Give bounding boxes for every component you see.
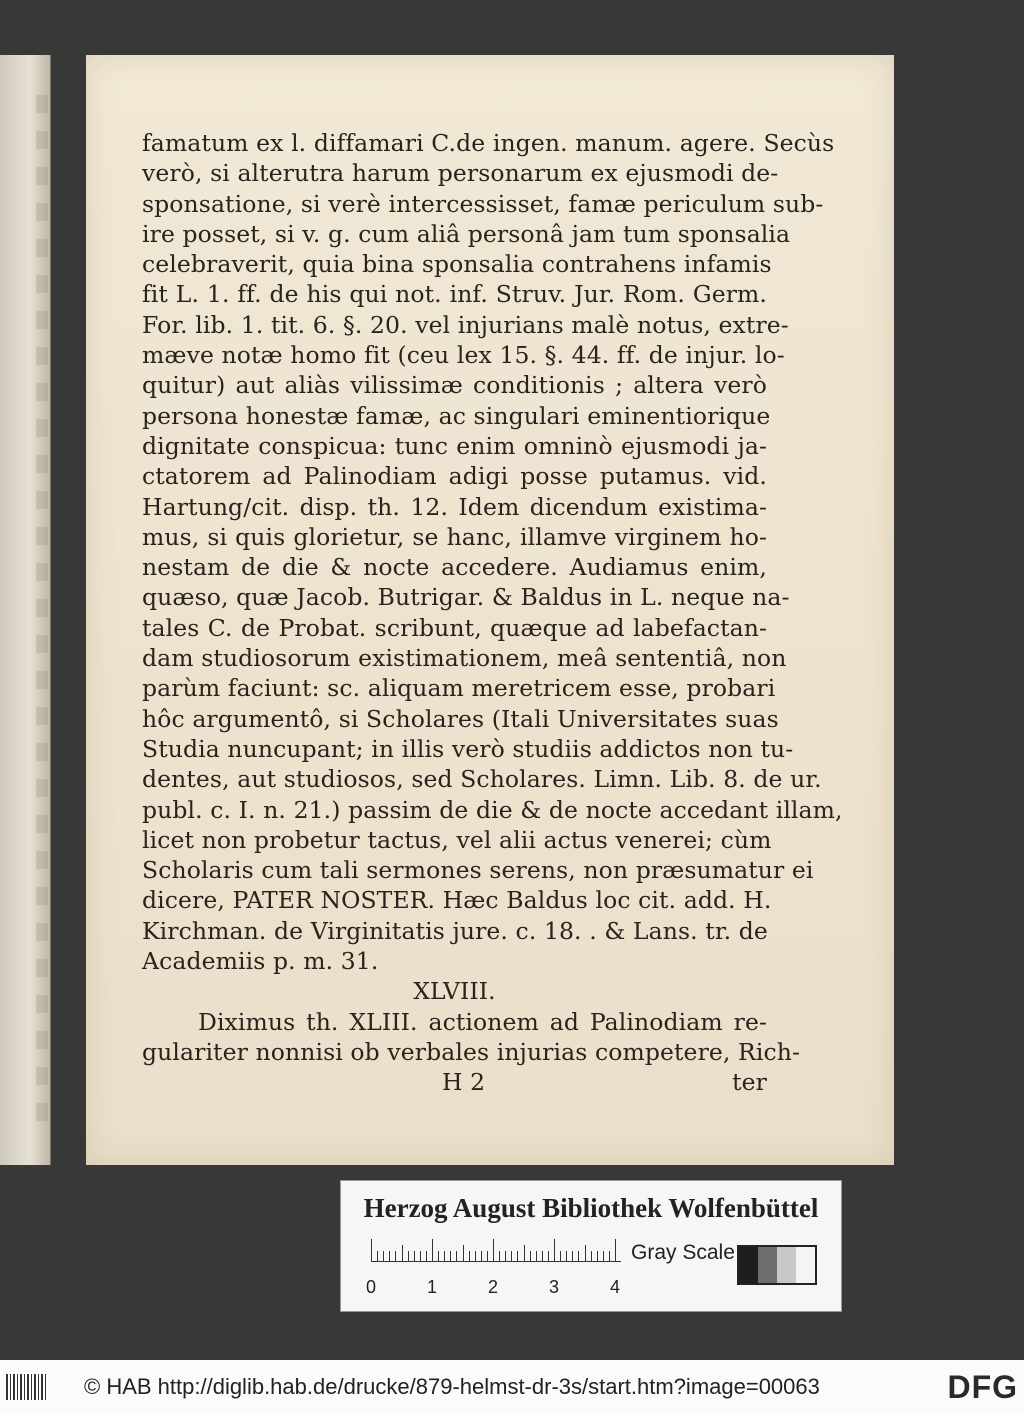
text-line: nestam de die & nocte accedere. Audiamus enim, — [142, 553, 767, 582]
source-url[interactable]: © HAB http://diglib.hab.de/drucke/879-helmst-dr-3s/start.htm?image=00063 — [84, 1374, 820, 1399]
dfg-logo: DFG — [947, 1369, 1018, 1405]
text-line: hôc argumentô, si Scholares (Itali Universitates suas — [142, 704, 779, 733]
gray-scale-label: Gray Scale — [631, 1241, 735, 1264]
catchword: ter — [732, 1068, 767, 1097]
text-line: Diximus th. XLIII. actionem ad Palinodiam re- — [198, 1007, 767, 1036]
text-line: persona honestæ famæ, ac singulari eminentiorique — [142, 401, 771, 430]
ruler-number: 3 — [549, 1277, 560, 1297]
gray-swatch — [777, 1247, 796, 1283]
text-line: publ. c. I. n. 21.) passim de die & de nocte accedant illam, — [142, 795, 843, 824]
text-line: gulariter nonnisi ob verbales injurias competere, Rich- — [142, 1037, 800, 1066]
gray-scale-swatches — [737, 1245, 817, 1285]
gray-swatch — [739, 1247, 758, 1283]
text-line: mus, si quis glorietur, se hanc, illamve virginem ho- — [142, 522, 767, 551]
text-line: ire posset, si v. g. cum aliâ personâ jam tum sponsalia — [142, 219, 791, 248]
text-line: quæso, quæ Jacob. Butrigar. & Baldus in L. neque na- — [142, 583, 790, 612]
ruler-number: 1 — [427, 1277, 438, 1297]
card-title: Herzog August Bibliothek Wolfenbüttel — [363, 1193, 819, 1223]
gray-swatch — [758, 1247, 777, 1283]
text-line: ctatorem ad Palinodiam adigi posse putamus. vid. — [142, 462, 767, 491]
text-line: sponsatione, si verè intercessisset, famæ periculum sub- — [142, 189, 824, 218]
text-line: dentes, aut studiosos, sed Scholares. Limn. Lib. 8. de ur. — [142, 765, 822, 794]
text-line: For. lib. 1. tit. 6. §. 20. vel injurians malè notus, extre- — [142, 310, 789, 339]
text-line: parùm faciunt: sc. aliquam meretricem esse, probari — [142, 674, 776, 703]
viewer-footer — [0, 1360, 1024, 1414]
section-heading: XLVIII. — [413, 977, 496, 1006]
text-line: Hartung/cit. disp. th. 12. Idem dicendum existima- — [142, 492, 767, 521]
text-line: Kirchman. de Virginitatis jure. c. 18. . & Lans. tr. de — [142, 916, 768, 945]
text-line: dignitate conspicua: tunc enim omninò ejusmodi ja- — [142, 431, 767, 460]
barcode-icon — [6, 1374, 48, 1400]
text-line: celebraverit, quia bina sponsalia contrahens infamis — [142, 250, 772, 279]
text-line: dicere, PATER NOSTER. Hæc Baldus loc cit. add. H. — [142, 886, 772, 915]
color-calibration-card — [340, 1180, 842, 1312]
text-line: fit L. 1. ff. de his qui not. inf. Struv. Jur. Rom. Germ. — [142, 280, 767, 309]
facing-page-edge — [0, 55, 51, 1165]
text-line: Studia nuncupant; in illis verò studiis addictos non tu- — [142, 734, 794, 763]
text-line: dam studiosorum existimationem, meâ sententiâ, non — [142, 644, 787, 673]
gray-swatch — [796, 1247, 815, 1283]
text-line: famatum ex l. diffamari C.de ingen. manum. agere. Secùs — [142, 129, 835, 157]
ruler-number: 4 — [610, 1277, 621, 1297]
page-text — [142, 128, 843, 1098]
text-line: Academiis p. m. 31. — [142, 947, 379, 976]
ruler-scale — [371, 1239, 621, 1262]
signature-mark: H 2 — [442, 1068, 486, 1097]
text-line: Scholaris cum tali sermones serens, non præsumatur ei — [142, 856, 814, 885]
ruler-number: 0 — [366, 1277, 377, 1297]
text-line: verò, si alterutra harum personarum ex ejusmodi de- — [142, 159, 779, 188]
ruler-number: 2 — [488, 1277, 499, 1297]
text-line: mæve notæ homo fit (ceu lex 15. §. 44. ff. de injur. lo- — [142, 341, 785, 370]
text-line: quitur) aut aliàs vilissimæ conditionis ; altera verò — [142, 371, 767, 400]
text-line: licet non probetur tactus, vel alii actus venerei; cùm — [142, 825, 772, 854]
page-footer-line — [142, 1067, 767, 1097]
text-line: tales C. de Probat. scribunt, quæque ad labefactan- — [142, 613, 767, 642]
